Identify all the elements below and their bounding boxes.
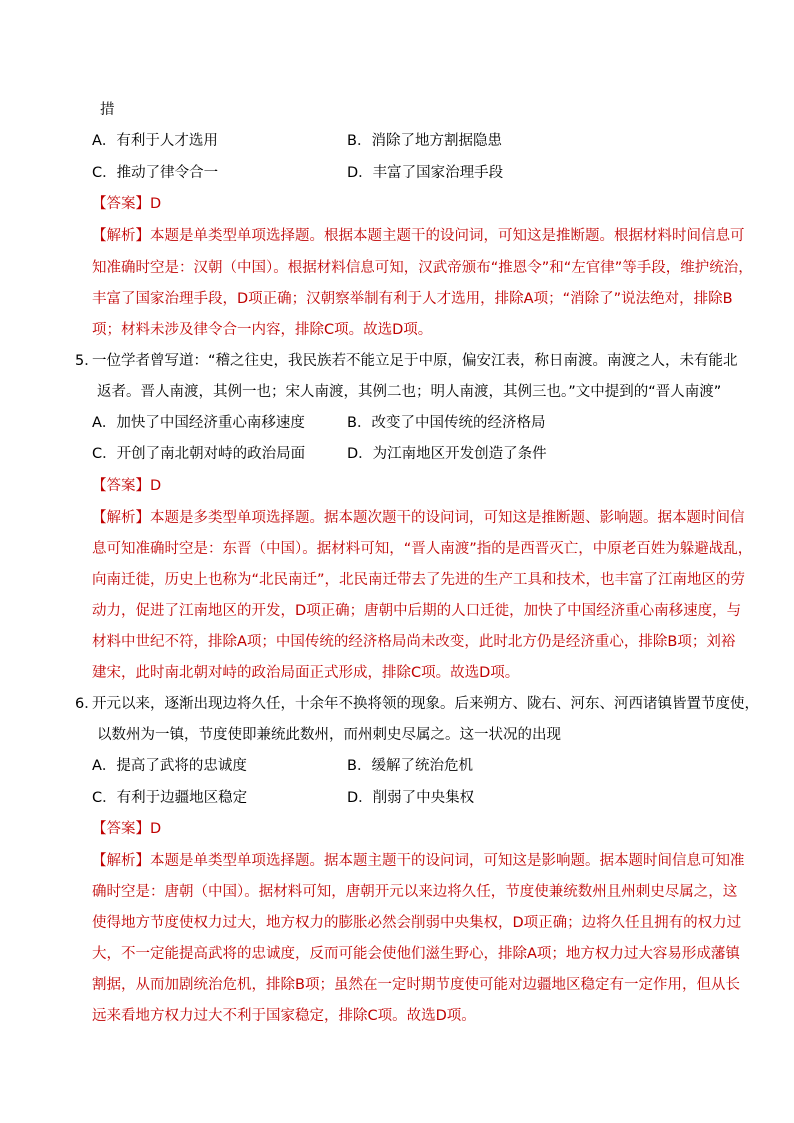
q4-option-d[interactable]: D．丰富了国家治理手段 — [347, 165, 504, 181]
q4-explanation-line-1 — [92, 226, 745, 246]
q6-answer — [92, 819, 732, 839]
q6-option-b[interactable]: B．缓解了统治危机 — [347, 758, 473, 774]
q5-explanation-line-6: 建宋，此时南北朝对峙的政治局面正式形成，排除C项。故选D项。 — [92, 665, 520, 681]
q6-stem-line-1: 开元以来，逐渐出现边将久任，十余年不换将领的现象。后来朔方、陇右、河东、河西诸镇皆置节度使， — [92, 696, 759, 712]
q5-option-d[interactable]: D．为江南地区开发创造了条件 — [347, 446, 547, 462]
q4-option-c[interactable]: C．推动了律令合一 — [92, 165, 219, 181]
explanation-text: 本题是单类型单项选择题。据本题主题干的设问词，可知这是影响题。据本题时间信息可知准 — [150, 853, 745, 869]
q5-answer — [92, 476, 732, 496]
q6-stem-line-2: 以数州为一镇，节度使即兼统此数州，而州刺史尽属之。这一状况的出现 — [97, 727, 561, 743]
q6-explanation-line-6: 远来看地方权力过大不利于国家稳定，排除C项。故选D项。 — [92, 1008, 476, 1024]
q4-explanation-line-4: 项；材料未涉及律令合一内容，排除C项。故选D项。 — [92, 322, 433, 338]
explanation-label: 【解析】 — [92, 228, 150, 244]
answer-label: 【答案】 — [92, 196, 150, 212]
q6-explanation-line-1 — [92, 851, 745, 871]
q5-stem-line-2: 返者。晋人南渡，其例一也；宋人南渡，其例二也；明人南渡，其例三也。”文中提到的“晋人南渡” — [97, 384, 722, 400]
q4-option-b[interactable]: B．消除了地方割据隐患 — [347, 133, 502, 149]
explanation-label: 【解析】 — [92, 510, 150, 526]
q4-explanation-line-2: 知准确时空是：汉朝（中国）。根据材料信息可知，汉武帝颁布“推恩令”和“左官律”等手段，维护统治， — [92, 260, 753, 276]
q4-option-a[interactable]: A．有利于人才选用 — [92, 133, 218, 149]
answer-value: D — [150, 821, 162, 837]
q5-number: 5． — [75, 353, 99, 369]
q5-option-b[interactable]: B．改变了中国传统的经济格局 — [347, 415, 546, 431]
explanation-text: 本题是多类型单项选择题。据本题次题干的设问词，可知这是推断题、影响题。据本题时间信 — [150, 510, 745, 526]
q4-answer — [92, 194, 732, 214]
q6-explanation-line-3: 使得地方节度使权力过大，地方权力的膨胀必然会削弱中央集权，D项正确；边将久任且拥有的权力过 — [92, 915, 742, 931]
q6-option-c[interactable]: C．有利于边疆地区稳定 — [92, 790, 248, 806]
q5-explanation-line-3: 向南迁徙，历史上也称为“北民南迁”，北民南迁带去了先进的生产工具和技术，也丰富了江南地区的劳 — [92, 572, 746, 588]
q6-explanation-line-4: 大，不一定能提高武将的忠诚度，反而可能会使他们滋生野心，排除A项；地方权力过大容易形成藩镇 — [92, 946, 740, 962]
q6-explanation-line-2: 确时空是：唐朝（中国）。据材料可知，唐朝开元以来边将久任，节度使兼统数州且州刺史尽属之，这 — [92, 884, 738, 900]
explanation-text: 本题是单类型单项选择题。根据本题主题干的设问词，可知这是推断题。根据材料时间信息可 — [150, 228, 745, 244]
q6-explanation-line-5: 割据，从而加剧统治危机，排除B项；虽然在一定时期节度使可能对边疆地区稳定有一定作用，但从长 — [92, 977, 740, 993]
q5-explanation-line-5: 材料中世纪不符，排除A项；中国传统的经济格局尚未改变，此时北方仍是经济重心，排除B项；刘裕 — [92, 634, 736, 650]
answer-value: D — [150, 478, 162, 494]
answer-value: D — [150, 196, 162, 212]
q6-option-a[interactable]: A．提高了武将的忠诚度 — [92, 758, 247, 774]
q5-explanation-line-1 — [92, 508, 745, 528]
q6-number: 6． — [75, 696, 99, 712]
q5-option-a[interactable]: A．加快了中国经济重心南移速度 — [92, 415, 305, 431]
q5-explanation-line-4: 动力，促进了江南地区的开发，D项正确；唐朝中后期的人口迁徙，加快了中国经济重心南移速度，与 — [92, 603, 742, 619]
q5-explanation-line-2: 息可知准确时空是：东晋（中国）。据材料可知，“晋人南渡”指的是西晋灭亡，中原老百姓为躲避战乱， — [92, 541, 753, 557]
q4-stem-tail: 措 — [100, 102, 115, 118]
explanation-label: 【解析】 — [92, 853, 150, 869]
answer-label: 【答案】 — [92, 478, 150, 494]
q5-stem-line-1: 一位学者曾写道：“稽之往史，我民族若不能立足于中原，偏安江表，称日南渡。南渡之人，未有能北 — [92, 353, 738, 369]
q5-option-c[interactable]: C．开创了南北朝对峙的政治局面 — [92, 446, 306, 462]
answer-label: 【答案】 — [92, 821, 150, 837]
q6-option-d[interactable]: D．削弱了中央集权 — [347, 790, 475, 806]
q4-explanation-line-3: 丰富了国家治理手段，D项正确；汉朝察举制有利于人才选用，排除A项；“消除了”说法绝对，排除B — [92, 291, 733, 307]
